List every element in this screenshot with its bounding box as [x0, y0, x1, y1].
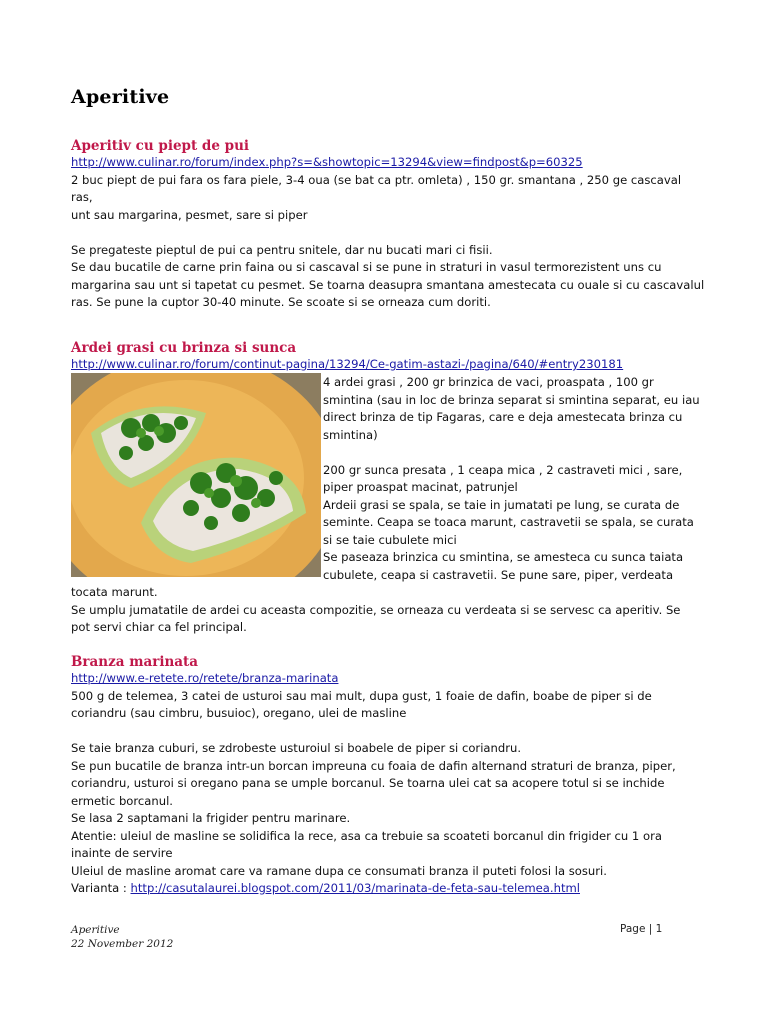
recipe-heading-branza: Branza marinata	[71, 654, 199, 670]
text-line: ermetic borcanul.	[71, 793, 173, 808]
text-line: Se paseaza brinzica cu smintina, se amesteca cu sunca taiata	[323, 550, 684, 564]
text-line: ras,	[71, 190, 93, 204]
text-line: 2 buc piept de pui fara os fara piele, 3-4 oua (se bat ca ptr. omleta) , 150 gr. smantana , 250 ge cascaval	[71, 172, 682, 187]
recipe-block-aperitiv-pui	[71, 154, 704, 312]
text-line: smintina (sau in loc de brinza separat si smintina separat, eu iau	[323, 392, 700, 407]
text-line: tocata marunt.	[71, 585, 158, 599]
recipe-text-side	[323, 374, 700, 584]
recipe-text	[71, 584, 680, 637]
variant-label: Varianta :	[71, 881, 131, 895]
recipe-heading-aperitiv-pui: Aperitiv cu piept de pui	[71, 138, 250, 154]
text-line: 200 gr sunca presata , 1 ceapa mica , 2 castraveti mici , sare,	[323, 462, 683, 477]
text-line: smintina)	[323, 427, 378, 442]
footer-doc-name: Aperitive	[71, 924, 120, 936]
text-line: cubulete, ceapa si castravetii. Se pune sare, piper, verdeata	[323, 567, 674, 582]
text-line: direct brinza de tip Fagaras, care e deja amestecata brinza cu	[323, 410, 683, 424]
text-line: ras. Se pune la cuptor 30-40 minute. Se scoate si se orneaza cum doriti.	[71, 295, 491, 309]
text-line: piper proaspat macinat, patrunjel	[323, 480, 518, 494]
recipe-source-link[interactable]: http://www.e-retete.ro/retete/branza-marinata	[71, 671, 339, 685]
footer-page-number: Page | 1	[620, 923, 663, 935]
footer-date: 22 November 2012	[71, 938, 174, 950]
recipe-text	[71, 688, 676, 881]
text-line: Se umplu jumatatile de ardei cu aceasta compozitie, se orneaza cu verdeata si se servesc ca aperitiv. Se	[71, 602, 681, 617]
text-line	[71, 723, 676, 741]
recipe-source-line	[71, 356, 623, 374]
recipe-source-link[interactable]: http://www.culinar.ro/forum/index.php?s=&showtopic=13294&view=findpost&p=60325	[71, 155, 583, 169]
text-line: Se taie branza cuburi, se zdrobeste usturoiul si boabele de piper si coriandru.	[71, 741, 522, 755]
stuffed-peppers-illustration	[71, 373, 321, 577]
text-line: Ardeii grasi se spala, se taie in jumatati pe lung, se curata de	[323, 497, 680, 512]
footer-left	[71, 923, 173, 951]
text-line: coriandru, usturoi si oregano pana se umple borcanul. Se toarna ulei cat sa acopere totul si se inchide	[71, 776, 665, 790]
stuffed-peppers-photo	[71, 373, 321, 577]
text-line: Se pun bucatile de branza intr-un borcan impreuna cu foaia de dafin alternand straturi de branza, piper,	[71, 758, 676, 773]
text-line: inainte de servire	[71, 846, 173, 860]
text-line: Atentie: uleiul de masline se solidifica la rece, asa ca trebuie sa scoateti borcanul din frigider cu 1 ora	[71, 828, 662, 843]
text-line: 4 ardei grasi , 200 gr brinzica de vaci, proaspata , 100 gr	[323, 375, 654, 389]
recipe-text	[71, 172, 704, 312]
recipe-heading-ardei: Ardei grasi cu brinza si sunca	[71, 340, 297, 356]
text-line: si se taie cubulete mici	[323, 532, 457, 547]
text-line: Uleiul de masline aromat care va ramane dupa ce consumati branza il puteti folosi la sosuri.	[71, 863, 607, 878]
variant-link[interactable]: http://casutalaurei.blogspot.com/2011/03/marinata-de-feta-sau-telemea.html	[130, 881, 580, 895]
text-line: 500 g de telemea, 3 catei de usturoi sau mai mult, dupa gust, 1 foaie de dafin, boabe de piper si de	[71, 688, 652, 703]
text-line: unt sau margarina, pesmet, sare si piper	[71, 207, 308, 222]
text-line: Se dau bucatile de carne prin faina ou si cascaval si se pune in straturi in vasul termorezistent uns cu	[71, 260, 662, 274]
text-line: Se pregateste pieptul de pui ca pentru snitele, dar nu bucati mari ci fisii.	[71, 242, 493, 257]
text-line: coriandru (sau cimbru, busuioc), oregano, ulei de masline	[71, 706, 407, 720]
recipe-source-link[interactable]: http://www.culinar.ro/forum/continut-pagina/13294/Ce-gatim-astazi-/pagina/640/#entry230181	[71, 357, 624, 371]
text-line	[71, 224, 704, 242]
text-line	[323, 444, 700, 462]
document-title: Aperitive	[71, 86, 170, 108]
text-line: margarina sau unt si tapetat cu pesmet. Se toarna deasupra smantana amestecata cu ouale si cu cascavalul	[71, 277, 705, 292]
text-line: seminte. Ceapa se toaca marunt, castravetii se spala, se curata	[323, 515, 694, 529]
text-line: Se lasa 2 saptamani la frigider pentru marinare.	[71, 811, 351, 825]
variant-line	[71, 880, 676, 898]
text-line: pot servi chiar ca fel principal.	[71, 620, 247, 634]
recipe-block-branza	[71, 670, 676, 898]
